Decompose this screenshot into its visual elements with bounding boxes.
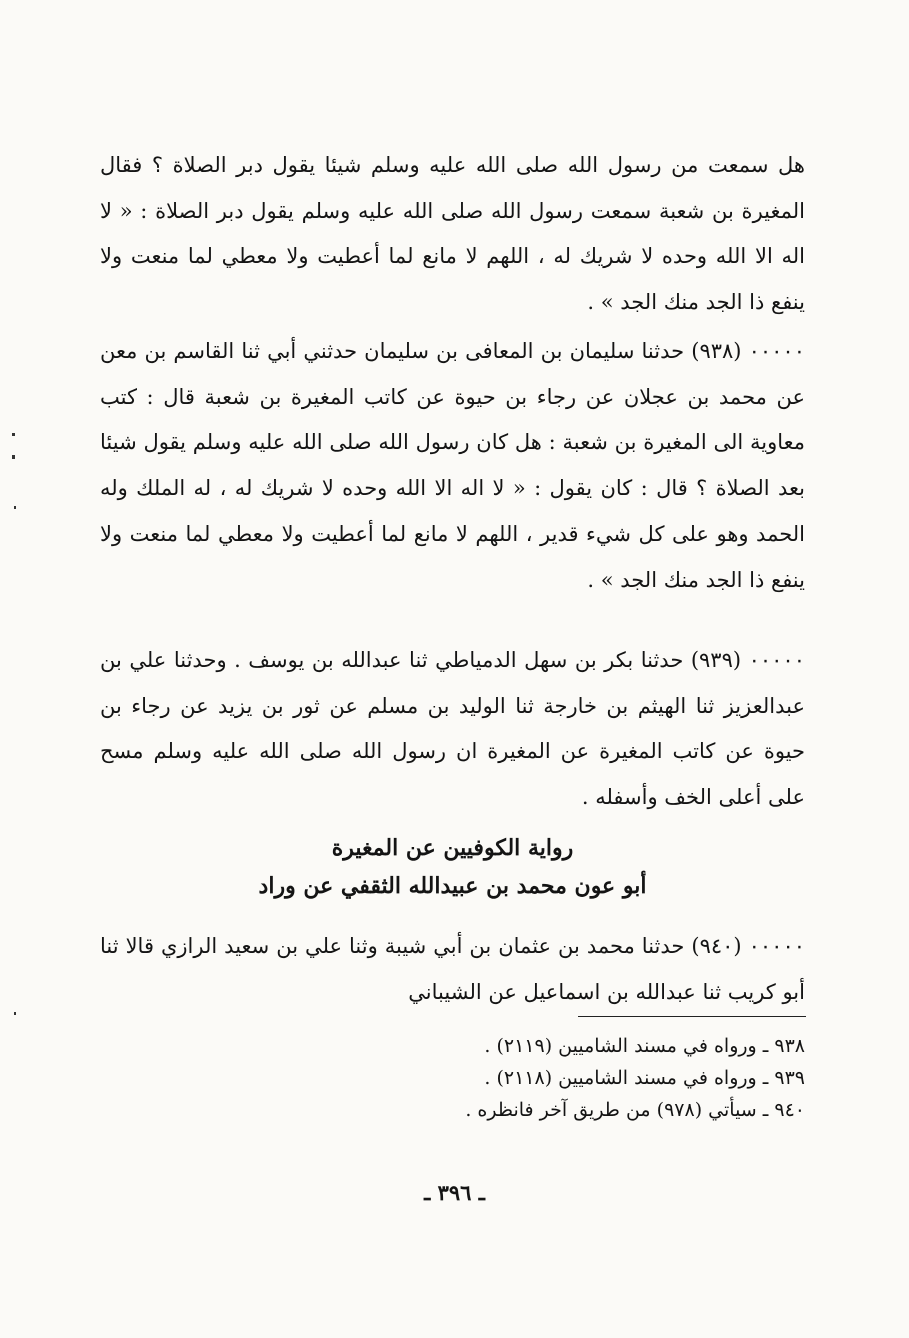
paragraph-940: ٠٠٠٠٠ (٩٤٠) حدثنا محمد بن عثمان بن أبي شيبة وثنا علي بن سعيد الرازي قالا ثنا أبو كريب ثنا عبدالله بن اسماعيل عن الشيباني (100, 934, 806, 1004)
scan-speck (12, 433, 15, 436)
paragraph-1: هل سمعت من رسول الله صلى الله عليه وسلم شيئا يقول دبر الصلاة ؟ فقال المغيرة بن شعبة سمعت رسول الله صلى الله عليه وسلم يقول دبر الصلاة : « لا اله الا الله وحده لا شريك له ، اللهم لا مانع لما أعطيت ولا معطي لما منعت ولا ينفع ذا الجد منك الجد » . (100, 153, 805, 315)
scan-speck (14, 506, 16, 509)
paragraph-938: ٠٠٠٠٠ (٩٣٨) حدثنا سليمان بن المعافى بن سليمان حدثني أبي ثنا القاسم بن معن عن محمد بن عجلان عن رجاء بن حيوة عن كاتب المغيرة بن شعبة قال : كتب معاوية الى المغيرة بن شعبة : هل كان رسول الله صلى الله عليه وسلم يقول شيئا بعد الصلاة ؟ قال : كان يقول : « لا اله الا الله وحده لا شريك له ، له الملك وله الحمد وهو على كل شيء قدير ، اللهم لا مانع لما أعطيت ولا معطي لما منعت ولا ينفع ذا الجد منك الجد » . (100, 339, 805, 592)
footnote-939: ٩٣٩ ـ ورواه في مسند الشاميين (٢١١٨) . (484, 1067, 805, 1089)
footnote-938: ٩٣٨ ـ ورواه في مسند الشاميين (٢١١٩) . (484, 1035, 805, 1057)
scan-speck (14, 1012, 16, 1015)
footnote-divider (578, 1016, 806, 1017)
footnote-940: ٩٤٠ ـ سيأتي (٩٧٨) من طريق آخر فانظره . (465, 1099, 805, 1121)
paragraph-939: ٠٠٠٠٠ (٩٣٩) حدثنا بكر بن سهل الدمياطي ثنا عبدالله بن يوسف . وحدثنا علي بن عبدالعزيز ثنا الهيثم بن خارجة ثنا الوليد بن مسلم عن ثور بن يزيد عن رجاء بن حيوة عن كاتب المغيرة عن المغيرة ان رسول الله صلى الله عليه وسلم مسح على أعلى الخف وأسفله . (100, 648, 805, 810)
page-number: ـ ٣٩٦ ـ (424, 1180, 485, 1205)
section-heading: رواية الكوفيين عن المغيرة (331, 835, 574, 861)
section-subheading: أبو عون محمد بن عبيدالله الثقفي عن وراد (258, 873, 647, 899)
footnotes (300, 1030, 805, 1126)
scan-speck (12, 455, 15, 459)
